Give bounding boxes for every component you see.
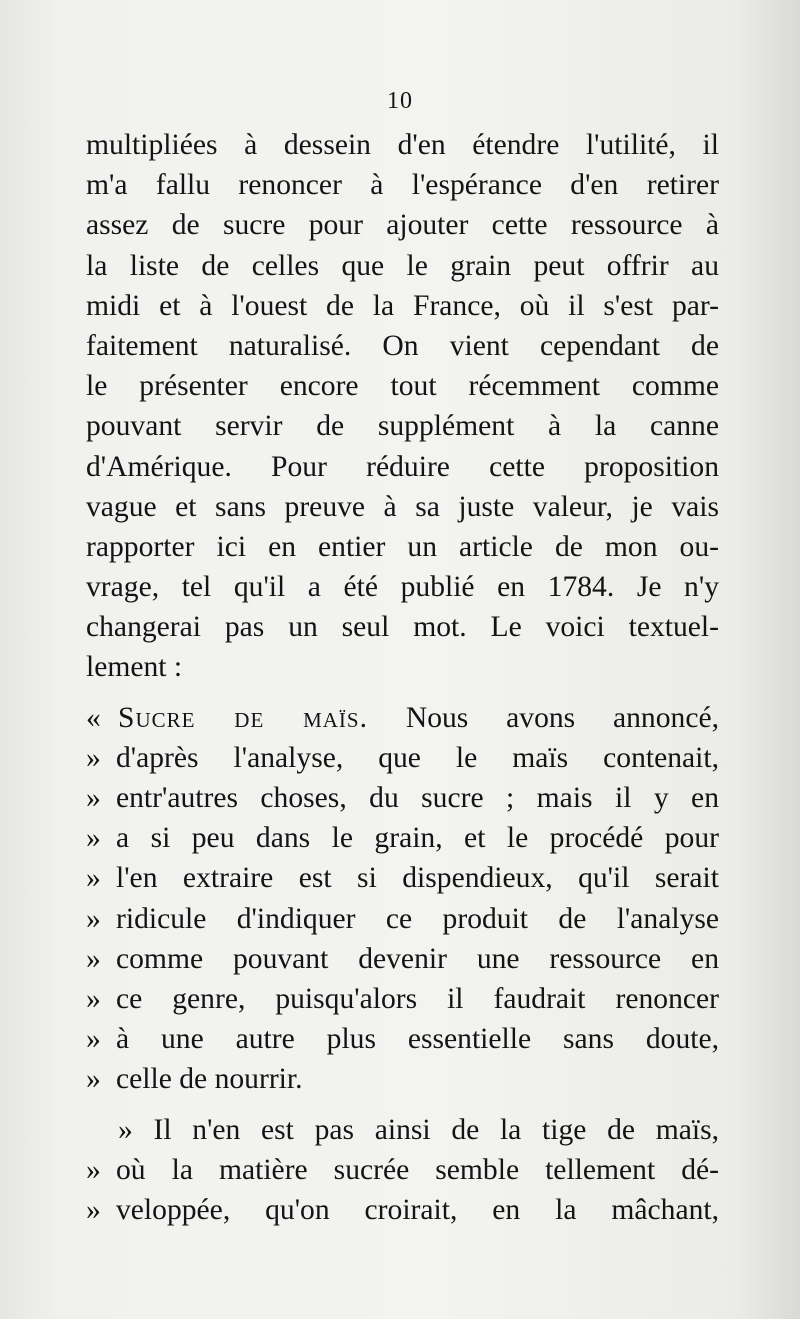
- text-line: » Il n'en est pas ainsi de la tige de maïs,: [118, 1113, 719, 1146]
- text-line: » entr'autres choses, du sucre ; mais il y en: [86, 778, 719, 818]
- paragraph-2: [86, 698, 719, 1100]
- quote-mark: »: [86, 1193, 101, 1226]
- quote-mark: »: [86, 741, 101, 774]
- text-line: vague et sans preuve à sa juste valeur, je vais: [86, 490, 719, 523]
- text-line: rapporter ici en entier un article de mon ou-: [86, 530, 719, 563]
- text-line: m'a fallu renoncer à l'espérance d'en retirer: [86, 169, 719, 202]
- text-line: lement :: [86, 651, 183, 684]
- text-line: d'Amérique. Pour réduire cette proposition: [86, 450, 719, 483]
- quote-mark: »: [86, 1023, 101, 1056]
- text-line: » celle de nourrir.: [86, 1059, 719, 1099]
- text-line: » ce genre, puisqu'alors il faudrait renoncer: [86, 979, 719, 1019]
- text-line: assez de sucre pour ajouter cette ressource à: [86, 209, 719, 242]
- quote-mark: »: [86, 982, 101, 1015]
- text-line: le présenter encore tout récemment comme: [86, 370, 719, 403]
- quote-mark: »: [86, 782, 101, 814]
- text-line: » où la matière sucrée semble tellement dé-: [86, 1150, 719, 1190]
- text-line: midi et à l'ouest de la France, où il s'est par-: [86, 289, 719, 322]
- text-line: » a si peu dans le grain, et le procédé pour: [86, 818, 719, 858]
- text-line: » l'en extraire est si dispendieux, qu'il serait: [86, 858, 719, 898]
- text-line: » veloppée, qu'on croirait, en la mâchant,: [86, 1190, 719, 1230]
- entry-heading: Sucre de maïs.: [118, 701, 369, 734]
- text-line: » ridicule d'indiquer ce produit de l'analyse: [86, 899, 719, 939]
- text-line: » comme pouvant devenir une ressource en: [86, 939, 719, 979]
- quote-mark: »: [86, 942, 101, 975]
- text-line: multipliées à dessein d'en étendre l'utilité, il: [86, 129, 719, 161]
- quote-mark: «: [86, 701, 101, 734]
- text-line: vrage, tel qu'il a été publié en 1784. Je n'y: [86, 571, 719, 604]
- page-number: 10: [387, 88, 413, 114]
- text-line: « Sucre de maïs. Nous avons annoncé,: [86, 698, 719, 738]
- quote-mark: »: [86, 1063, 101, 1096]
- text-line: faitement naturalisé. On vient cependant de: [86, 329, 719, 362]
- text-line: la liste de celles que le grain peut offrir au: [86, 249, 719, 282]
- quote-mark: »: [86, 1153, 101, 1186]
- paragraph-3: [86, 1110, 719, 1231]
- text-line: » à une autre plus essentielle sans doute,: [86, 1019, 719, 1059]
- text-line: changerai pas un seul mot. Le voici textuel-: [86, 611, 719, 644]
- quote-mark: »: [86, 862, 101, 895]
- paragraph-1: [86, 125, 719, 688]
- text-line: pouvant servir de supplément à la canne: [86, 410, 719, 443]
- page-text: [86, 125, 719, 1230]
- quote-mark: »: [118, 1113, 133, 1146]
- quote-mark: »: [86, 822, 101, 855]
- quote-mark: »: [86, 902, 101, 935]
- text-line: » d'après l'analyse, que le maïs contenait,: [86, 738, 719, 778]
